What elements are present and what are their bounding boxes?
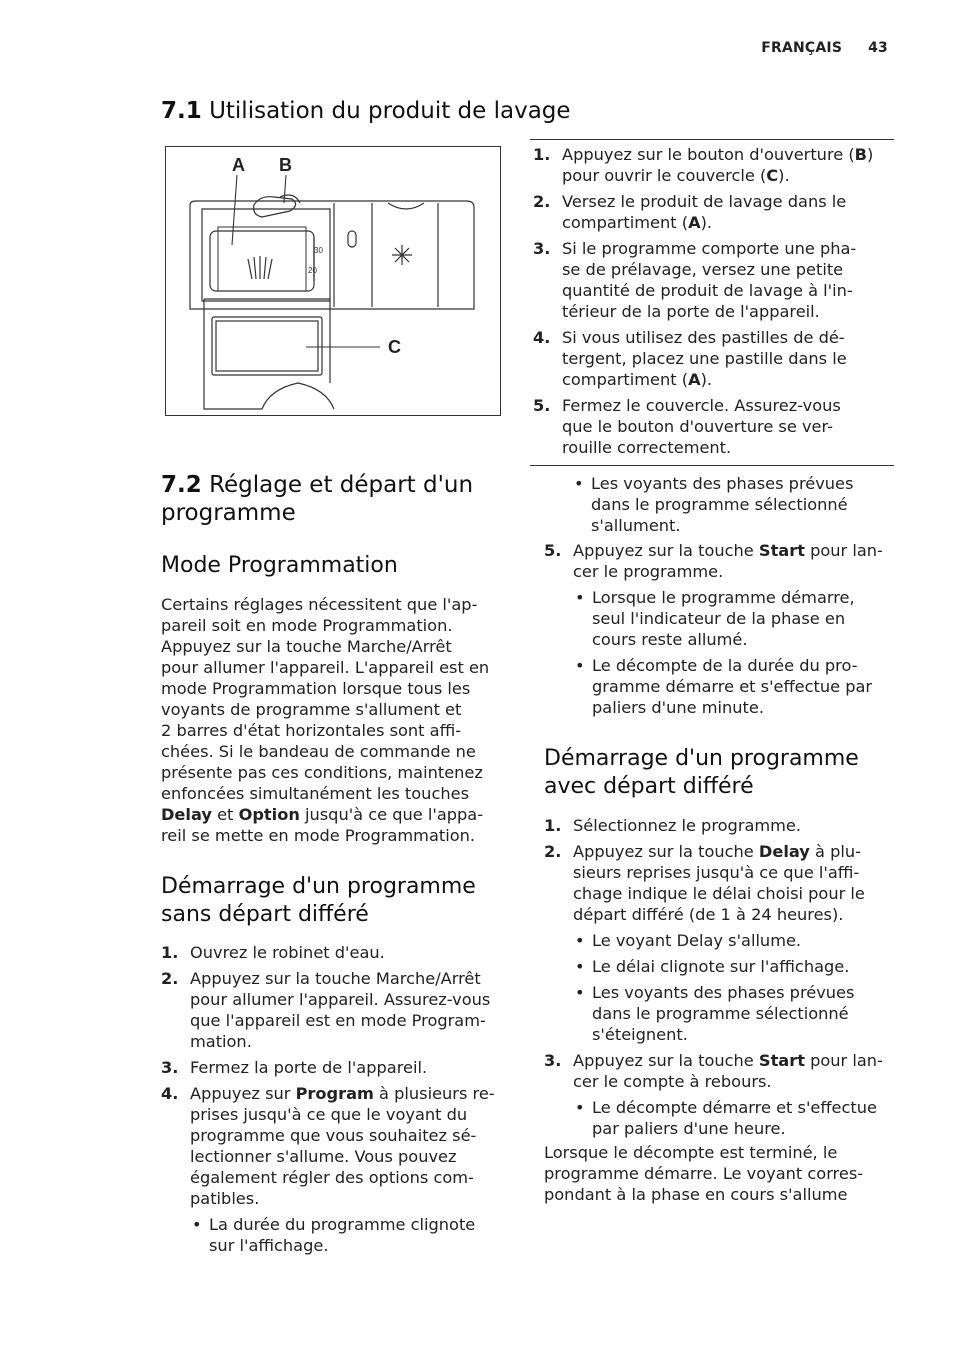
avec-step (544, 1050, 904, 1139)
section-7-1-title: 7.1 Utilisation du produit de lavage (161, 98, 571, 124)
divider-middle (530, 465, 894, 466)
step-text: Si vous utilisez des pastilles de dé- tergent, placez une pastille dans le compartiment (A). (562, 328, 847, 389)
step-text: Fermez la porte de l'appareil. (190, 1058, 428, 1077)
scale-20: 20 (308, 266, 317, 275)
label-c: C (388, 337, 401, 357)
start-step (544, 540, 904, 718)
step-text: Ouvrez le robinet d'eau. (190, 943, 385, 962)
step-text: Appuyez sur la touche Start pour lan- cer le programme. (573, 541, 883, 581)
s71-steps-list (533, 144, 893, 463)
section-7-2-title: 7.2 Réglage et départ d'un programme (161, 472, 474, 526)
step-text: Appuyez sur le bouton d'ouverture (B) pour ouvrir le couvercle (C). (562, 145, 874, 185)
divider-top (530, 139, 894, 140)
bullet-item: • Les voyants des phases prévues dans le programme sélectionné s'éteignent. (573, 982, 904, 1045)
mode-programmation-title: Mode Programmation (161, 553, 398, 578)
step-text: Sélectionnez le programme. (573, 816, 802, 835)
step-number: 2. (161, 969, 179, 988)
bullet-item: • Le voyant Delay s'allume. (573, 930, 904, 951)
step-number: 4. (533, 328, 551, 347)
sans-step (161, 942, 521, 963)
dispenser-illustration (166, 147, 500, 415)
sans-depart-title: Démarrage d'un programme sans départ différé (161, 874, 476, 927)
step-text: Appuyez sur la touche Delay à plu- sieurs reprises jusqu'à ce que l'affi- chage indique le délai choisi pour le départ différé (de 1 à 24 heures). (573, 842, 865, 924)
header-language: FRANÇAIS (761, 40, 843, 56)
label-a: A (232, 155, 245, 175)
bullet-item: • Le décompte de la durée du pro- gramme démarre et s'effectue par paliers d'une minute. (573, 655, 904, 718)
step-number: 2. (544, 842, 562, 861)
bullet-item: • Lorsque le programme démarre, seul l'indicateur de la phase en cours reste allumé. (573, 587, 904, 650)
bullet-item: • Les voyants des phases prévues dans le programme sélectionné s'allument. (572, 473, 903, 536)
step-number: 1. (544, 816, 562, 835)
step-text: Appuyez sur la touche Start pour lan- cer le compte à rebours. (573, 1051, 883, 1091)
page-number: 43 (868, 40, 888, 56)
sans-step (161, 968, 521, 1052)
scale-30: 30 (314, 246, 323, 255)
label-b: B (279, 155, 292, 175)
step-number: 5. (533, 396, 551, 415)
s71-step (533, 395, 893, 458)
avec-step (544, 815, 904, 836)
sans-step (161, 1057, 521, 1078)
step-text: Si le programme comporte une pha- se de prélavage, versez une petite quantité de produit de lavage à l'in- térieur de la porte de l'appareil. (562, 239, 857, 321)
step-number: 1. (161, 943, 179, 962)
step-number: 3. (161, 1058, 179, 1077)
continued-bullets (543, 473, 903, 541)
avec-depart-title: Démarrage d'un programme avec départ différé (544, 746, 859, 799)
avec-depart-steps (544, 815, 904, 1144)
step-text: Appuyez sur la touche Marche/Arrêt pour allumer l'appareil. Assurez-vous que l'appareil est en mode Program- mation. (190, 969, 491, 1051)
step-number: 4. (161, 1084, 179, 1103)
s71-step (533, 327, 893, 390)
detergent-dispenser-figure (165, 146, 501, 416)
sans-depart-steps (161, 942, 521, 1261)
step-number: 1. (533, 145, 551, 164)
step-number: 3. (544, 1051, 562, 1070)
step-text: Fermez le couvercle. Assurez-vous que le bouton d'ouverture se ver- rouille correctement. (562, 396, 841, 457)
avec-step (544, 841, 904, 1045)
step-number: 2. (533, 192, 551, 211)
s71-step (533, 144, 893, 186)
step-number: 3. (533, 239, 551, 258)
bullet-item: • Le délai clignote sur l'affichage. (573, 956, 904, 977)
start-steps (544, 540, 904, 723)
step-text: Appuyez sur Program à plusieurs re- prises jusqu'à ce que le voyant du programme que vous souhaitez sé- lectionner s'allume. Vous pouvez également régler des options com- patibles. (190, 1084, 495, 1208)
step-text: Versez le produit de lavage dans le compartiment (A). (562, 192, 847, 232)
closing-text: Lorsque le décompte est terminé, le programme démarre. Le voyant corres- pondant à la phase en cours s'allume (544, 1143, 864, 1204)
bullet-item: • Le décompte démarre et s'effectue par paliers d'une heure. (573, 1097, 904, 1139)
bullet-item: • La durée du programme clignote sur l'affichage. (190, 1214, 521, 1256)
page-header (761, 38, 888, 59)
step-number: 5. (544, 541, 562, 560)
s71-step (533, 238, 893, 322)
sans-step (161, 1083, 521, 1256)
s71-step (533, 191, 893, 233)
mode-programmation-text: Certains réglages nécessitent que l'ap- pareil soit en mode Programmation. Appuyez sur la touche Marche/Arrêt pour allumer l'appareil. L'appareil est en mode Programmation lorsque tous les voyants de programme s'allument et 2 barres d'état horizontales sont affi- chées. Si le bandeau de commande ne présente pas ces conditions, maintenez enfoncées simultanément les touches Delay et Option jusqu'à ce que l'appa- reil se mette en mode Programmation. (161, 595, 490, 845)
